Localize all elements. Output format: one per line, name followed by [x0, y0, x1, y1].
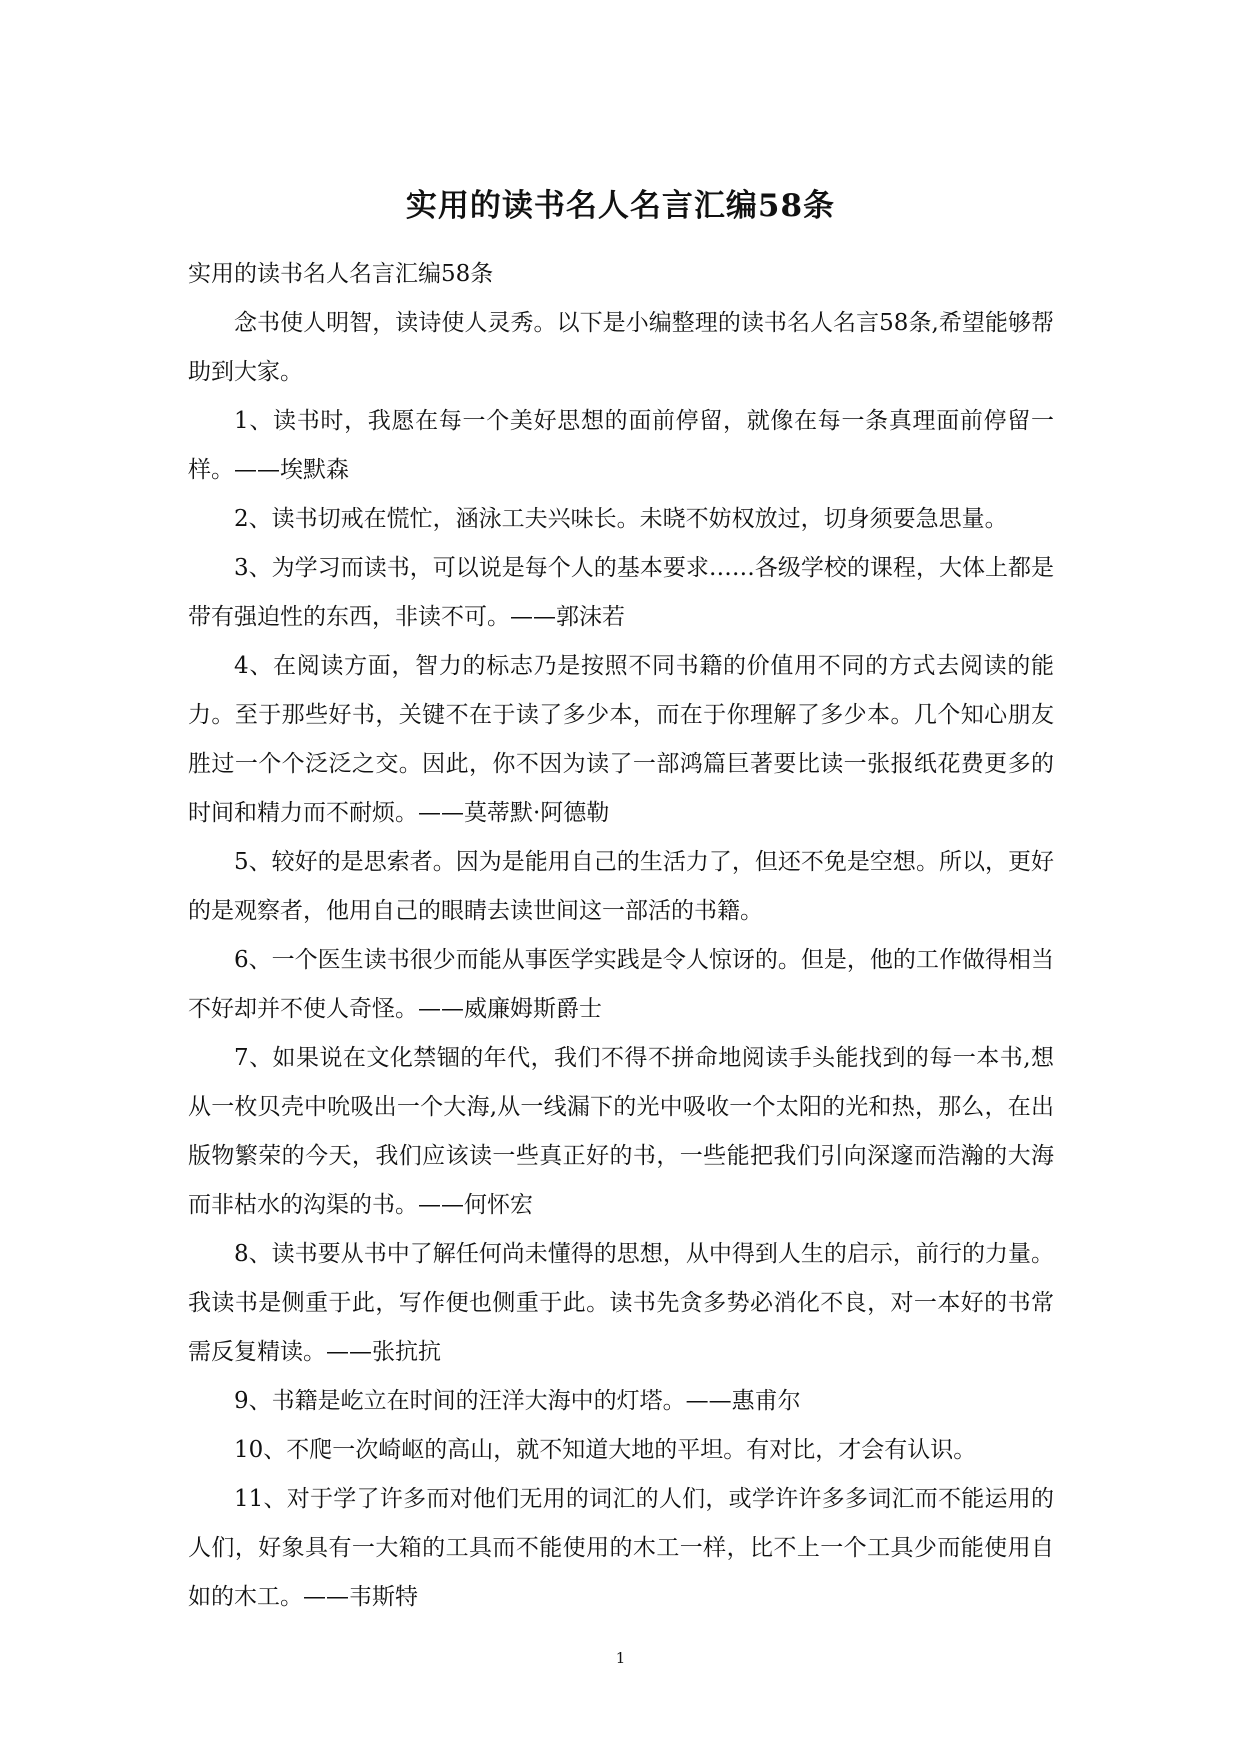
quote-paragraph: 7、如果说在文化禁锢的年代，我们不得不拼命地阅读手头能找到的每一本书,想从一枚贝壳中吮吸出一个大海,从一线漏下的光中吸收一个太阳的光和热，那么，在出版物繁荣的今天，我们应该读一些真正好的书，一些能把我们引向深邃而浩瀚的大海而非枯水的沟渠的书。——何怀宏: [188, 1045, 1054, 1218]
quote-paragraph: 5、较好的是思索者。因为是能用自己的生活力了，但还不免是空想。所以，更好的是观察者，他用自己的眼睛去读世间这一部活的书籍。: [188, 849, 1054, 924]
quote-paragraph: 4、在阅读方面，智力的标志乃是按照不同书籍的价值用不同的方式去阅读的能力。至于那些好书，关键不在于读了多少本，而在于你理解了多少本。几个知心朋友胜过一个个泛泛之交。因此，你不因为读了一部鸿篇巨著要比读一张报纸花费更多的时间和精力而不耐烦。——莫蒂默·阿德勒: [188, 653, 1054, 826]
quote-paragraph: 3、为学习而读书，可以说是每个人的基本要求……各级学校的课程，大体上都是带有强迫性的东西，非读不可。——郭沫若: [188, 555, 1054, 630]
intro-paragraph: 念书使人明智，读诗使人灵秀。以下是小编整理的读书名人名言58条,希望能够帮助到大家。: [188, 310, 1054, 385]
document-body: [188, 250, 1054, 1622]
quote-paragraph: 8、读书要从书中了解任何尚未懂得的思想，从中得到人生的启示，前行的力量。我读书是侧重于此，写作便也侧重于此。读书先贪多势必消化不良，对一本好的书常需反复精读。——张抗抗: [188, 1241, 1054, 1365]
quote-paragraph: 9、书籍是屹立在时间的汪洋大海中的灯塔。——惠甫尔: [234, 1388, 801, 1414]
quote-paragraph: 2、读书切戒在慌忙，涵泳工夫兴味长。未晓不妨权放过，切身须要急思量。: [234, 506, 1008, 532]
quote-paragraph: 11、对于学了许多而对他们无用的词汇的人们，或学许许多多词汇而不能运用的人们，好象具有一大箱的工具而不能使用的木工一样，比不上一个工具少而能使用自如的木工。——韦斯特: [188, 1486, 1054, 1610]
quote-paragraph: 1、读书时，我愿在每一个美好思想的面前停留，就像在每一条真理面前停留一样。——埃默森: [188, 408, 1054, 483]
document-title: 实用的读书名人名言汇编58条: [405, 188, 836, 224]
subtitle-paragraph: 实用的读书名人名言汇编58条: [188, 261, 494, 287]
quote-paragraph: 10、不爬一次崎岖的高山，就不知道大地的平坦。有对比，才会有认识。: [234, 1437, 977, 1463]
page-number: 1: [615, 1649, 626, 1667]
quote-paragraph: 6、一个医生读书很少而能从事医学实践是令人惊讶的。但是，他的工作做得相当不好却并不使人奇怪。——威廉姆斯爵士: [188, 947, 1054, 1022]
